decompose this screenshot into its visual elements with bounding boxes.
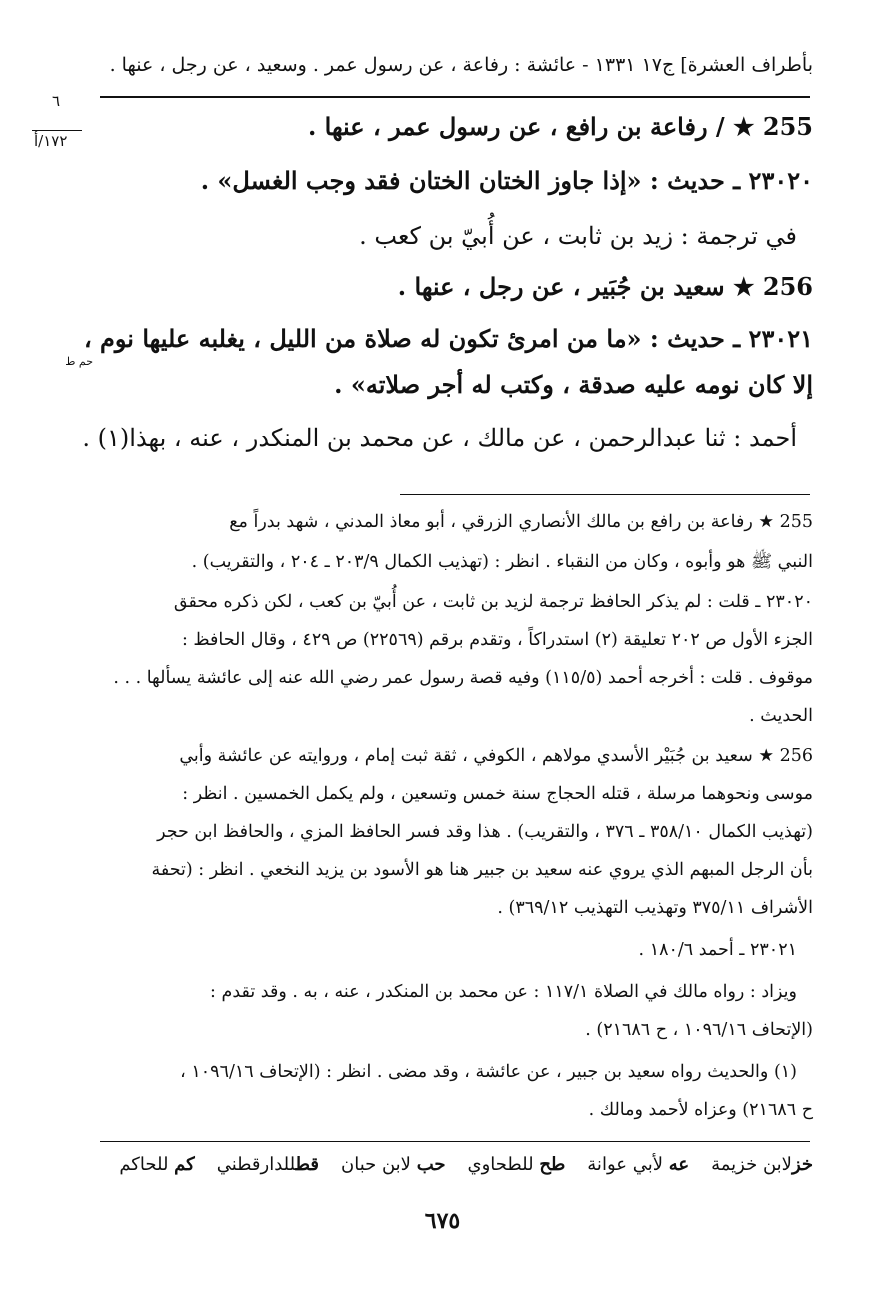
footnote-line: ح ٢١٦٨٦) وعزاه لأحمد ومالك .	[588, 1100, 813, 1120]
sigla-name: للطحاوي	[467, 1154, 534, 1175]
sigla-abbr: طح	[539, 1154, 566, 1175]
sigla-item	[587, 1154, 689, 1175]
running-header: بأطراف العشرة] ج١٧ ١٣٣١ - عائشة : رفاعة ، عن رسول عمر . وسعيد ، عن رجل ، عنها .	[109, 54, 813, 76]
footnote-line: ويزاد : رواه مالك في الصلاة ١١٧/١ : عن محمد بن المنكدر ، عنه ، به . وقد تقدم :	[210, 982, 797, 1002]
sigla-item	[341, 1154, 446, 1175]
margin-rule	[32, 130, 82, 131]
sigla-name: للدارقطني	[216, 1154, 296, 1175]
sigla-legend	[119, 1154, 813, 1175]
hadith-23021-line2: إلا كان نومه عليه صدقة ، وكتب له أجر صلاته» .	[334, 370, 813, 399]
footnote-line: ٢٣٠٢١ ـ أحمد ١٨٠/٦ .	[638, 940, 797, 960]
sigla-item	[119, 1154, 194, 1175]
translation-reference: في ترجمة : زيد بن ثابت ، عن أُبيّ بن كعب .	[359, 222, 797, 250]
page-number: ٦٧٥	[424, 1208, 461, 1234]
footnote-line: الجزء الأول ص ٢٠٢ تعليقة (٢) استدراكاً ، وتقدم برقم (٢٢٥٦٩) ص ٤٢٩ ، وقال الحافظ :	[181, 630, 813, 650]
sigla-abbr: عه	[668, 1154, 690, 1175]
margin-volume-number: ٦	[52, 92, 61, 110]
sigla-name: لأبي عوانة	[587, 1154, 663, 1175]
sigla-rule	[100, 1141, 810, 1142]
footnote-line: 255 ★ رفاعة بن رافع بن مالك الأنصاري الزرقي ، أبو معاذ المدني ، شهد بدراً مع	[229, 512, 813, 532]
footnote-line: (١) والحديث رواه سعيد بن جبير ، عن عائشة ، وقد مضى . انظر : (الإتحاف ١٠٩٦/١٦ ،	[180, 1062, 797, 1082]
sigla-name: للحاكم	[119, 1154, 169, 1175]
source-sigla-note: حم ط	[65, 355, 93, 368]
sigla-abbr: كم	[174, 1154, 195, 1175]
sigla-abbr: قط	[295, 1154, 319, 1175]
footnote-separator	[400, 494, 810, 495]
footnote-line: موسى ونحوهما مرسلة ، قتله الحجاج سنة خمس وتسعين ، ولم يكمل الخمسين . انظر :	[182, 784, 813, 804]
footnote-line: بأن الرجل المبهم الذي يروي عنه سعيد بن جبير هنا هو الأسود بن يزيد النخعي . انظر : (تحفة	[151, 860, 813, 880]
sigla-name: لابن حبان	[340, 1154, 411, 1175]
hadith-23020: ٢٣٠٢٠ ـ حديث : «إذا جاوز الختان الختان فقد وجب الغسل» .	[200, 166, 813, 195]
footnote-line: النبي ﷺ هو وأبوه ، وكان من النقباء . انظر : (تهذيب الكمال ٢٠٣/٩ ـ ٢٠٤ ، والتقريب) .	[191, 552, 813, 572]
footnote-line: 256 ★ سعيد بن جُبَيْر الأسدي مولاهم ، الكوفي ، ثقة ثبت إمام ، وروايته عن عائشة وأبي	[179, 746, 813, 766]
header-rule	[100, 96, 810, 98]
sigla-item	[711, 1154, 813, 1175]
sigla-item	[468, 1154, 566, 1175]
footnote-line: (تهذيب الكمال ٣٥٨/١٠ ـ ٣٧٦ ، والتقريب) . هذا وقد فسر الحافظ المزي ، والحافظ ابن حجر	[157, 822, 813, 842]
footnote-line: ٢٣٠٢٠ ـ قلت : لم يذكر الحافظ ترجمة لزيد بن ثابت ، عن أُبيّ بن كعب ، لكن ذكره محقق	[173, 592, 813, 612]
footnote-line: الحديث .	[749, 706, 813, 726]
sigla-item	[217, 1154, 319, 1175]
entry-heading-256: 256 ★ سعيد بن جُبَير ، عن رجل ، عنها .	[397, 272, 813, 301]
sigla-abbr: خز	[791, 1154, 813, 1175]
margin-folio-reference: ١٧٢/أ	[34, 132, 68, 150]
footnote-line: (الإتحاف ١٠٩٦/١٦ ، ح ٢١٦٨٦) .	[585, 1020, 813, 1040]
entry-heading-255: 255 ★ / رفاعة بن رافع ، عن رسول عمر ، عنها .	[307, 112, 813, 141]
isnad-ahmad: أحمد : ثنا عبدالرحمن ، عن مالك ، عن محمد بن المنكدر ، عنه ، بهذا(١) .	[82, 424, 797, 452]
sigla-name: لابن خزيمة	[711, 1154, 792, 1175]
sigla-abbr: حب	[416, 1154, 446, 1175]
footnote-line: الأشراف ٣٧٥/١١ وتهذيب التهذيب ٣٦٩/١٢) .	[497, 898, 813, 918]
footnote-line: موقوف . قلت : أخرجه أحمد (١١٥/٥) وفيه قصة رسول عمر رضي الله عنه إلى عائشة يسألها . . .	[113, 668, 813, 688]
hadith-23021-line1: ٢٣٠٢١ ـ حديث : «ما من امرئ تكون له صلاة من الليل ، يغلبه عليها نوم ،	[83, 324, 813, 353]
